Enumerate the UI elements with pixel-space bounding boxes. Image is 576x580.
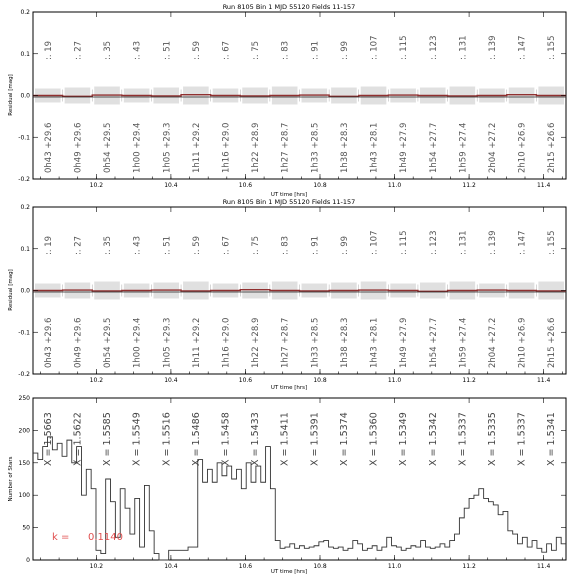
p3-xtick-label-0: 10.2 [89,563,104,570]
p1-field-band-10 [331,88,357,104]
p2-coord-label-7: 1h22 +28.9 [251,317,262,368]
airmass-label-0: X = 1.5663 [42,412,54,466]
p1-coord-label-14: 1h59 +27.4 [458,122,469,173]
p1-coord-label-10: 1h38 +28.3 [339,122,350,173]
p1-coord-label-17: 2h15 +26.6 [547,122,558,173]
airmass-label-13: X = 1.5342 [427,412,439,466]
panel3-xlabel: UT time [hrs] [270,569,308,575]
p1-coord-label-9: 1h33 +28.5 [310,122,321,173]
p1-field-label-10: :. 99 [339,40,350,60]
p2-coord-label-11: 1h43 +28.1 [369,317,380,368]
p2-field-label-10: :. 99 [339,235,350,255]
p2-xtick-label-1: 10.4 [164,377,178,384]
residual-panel-1 [8,3,566,198]
p1-field-band-5 [183,87,209,105]
p2-ytick-label-4: 0.2 [20,204,30,211]
p1-field-label-16: :. 147 [517,35,528,60]
p2-coord-label-15: 2h04 +27.2 [487,317,498,368]
residual-panel-2 [8,198,566,391]
p1-coord-label-7: 1h22 +28.9 [251,122,262,173]
p2-coord-label-17: 2h15 +26.6 [547,317,558,368]
panel3-airmass-labels [43,412,557,466]
p2-field-label-11: :. 107 [369,230,380,255]
p1-ytick-label-4: 0.2 [20,9,30,16]
p2-coord-label-13: 1h54 +27.7 [428,317,439,368]
p1-field-label-17: :. 155 [547,35,558,60]
p2-field-label-16: :. 147 [517,230,528,255]
k-label: k = [52,532,70,543]
p2-coord-label-12: 1h49 +27.9 [399,317,410,368]
p2-coord-label-9: 1h33 +28.5 [310,317,321,368]
p3-xtick-label-6: 11.4 [536,563,551,570]
p3-ytick-label-2: 100 [18,492,30,500]
p2-xtick-label-3: 10.8 [313,377,327,384]
p1-field-label-5: :. 59 [191,40,202,60]
panel1-field-labels [44,36,557,61]
p1-field-label-9: :. 91 [310,40,321,60]
airmass-label-14: X = 1.5337 [457,412,469,466]
p2-field-label-17: :. 155 [547,230,558,255]
p1-field-label-14: :. 131 [458,35,469,60]
airmass-label-12: X = 1.5349 [398,412,410,466]
panel1-ylabel: Residual [mag] [8,74,14,116]
p1-field-label-2: :. 35 [103,40,114,60]
p1-coord-label-0: 0h43 +29.6 [43,122,54,173]
p2-field-label-0: :. 19 [43,235,54,255]
panel2-coord-labels [44,318,557,368]
airmass-label-1: X = 1.5622 [72,412,84,466]
p2-field-label-8: :. 83 [280,235,291,255]
p2-coord-label-8: 1h27 +28.7 [280,317,291,368]
airmass-label-16: X = 1.5337 [516,412,528,466]
p1-coord-label-12: 1h49 +27.9 [399,122,410,173]
p1-xtick-label-6: 11.4 [536,182,551,189]
p2-xtick-label-4: 11.0 [387,377,402,384]
p1-ytick-label-1: -0.1 [18,134,30,142]
p2-field-band-7 [242,283,268,299]
p1-coord-label-8: 1h27 +28.7 [280,122,291,173]
p2-field-label-3: :. 43 [132,235,143,255]
p2-field-label-5: :. 59 [191,235,202,255]
p1-ytick-label-0: -0.2 [18,176,30,183]
airmass-label-3: X = 1.5549 [131,412,143,466]
p3-xtick-label-5: 11.2 [462,563,476,570]
p2-field-label-15: :. 139 [487,230,498,255]
airmass-label-11: X = 1.5360 [368,412,380,466]
panel1-coord-labels [44,123,557,173]
p2-field-label-7: :. 75 [251,235,262,255]
p1-xtick-label-1: 10.4 [164,182,178,189]
p2-coord-label-4: 1h05 +29.3 [162,317,173,368]
panel3-ylabel: Number of Stars [8,456,14,502]
p2-xtick-label-6: 11.4 [536,377,551,384]
p2-field-label-1: :. 27 [73,235,84,255]
p1-field-label-7: :. 75 [251,40,262,60]
airmass-label-4: X = 1.5516 [161,412,173,466]
p2-field-band-13 [420,283,446,299]
p2-coord-label-0: 0h43 +29.6 [43,317,54,368]
p1-field-band-1 [65,88,91,104]
p3-xtick-label-2: 10.6 [238,563,253,570]
p1-coord-label-1: 0h49 +29.6 [73,122,84,173]
p1-coord-label-13: 1h54 +27.7 [428,122,439,173]
airmass-label-8: X = 1.5411 [279,412,291,466]
p1-xtick-label-0: 10.2 [89,182,104,189]
panel1-xlabel: UT time [hrs] [270,192,308,198]
airmass-label-10: X = 1.5374 [338,412,350,466]
p1-field-label-8: :. 83 [280,40,291,60]
p3-ytick-label-5: 250 [18,395,30,402]
panel2-xlabel: UT time [hrs] [270,385,308,391]
p1-coord-label-11: 1h43 +28.1 [369,122,380,173]
p2-coord-label-10: 1h38 +28.3 [339,317,350,368]
p1-coord-label-3: 1h00 +29.4 [132,122,143,173]
p1-field-label-13: :. 123 [428,35,439,60]
p2-field-label-2: :. 35 [103,235,114,255]
p2-ytick-label-3: 0.1 [20,245,30,253]
p3-ytick-label-4: 200 [18,427,30,435]
p1-ytick-label-3: 0.1 [20,50,30,58]
p1-xtick-label-4: 11.0 [387,182,402,189]
p3-xtick-label-4: 11.0 [387,563,402,570]
airmass-label-9: X = 1.5391 [309,412,321,466]
airmass-label-17: X = 1.5341 [546,412,558,466]
p1-coord-label-16: 2h10 +26.9 [517,122,528,173]
p2-field-label-14: :. 131 [458,230,469,255]
k-value: 0.1140 [88,532,123,543]
airmass-label-6: X = 1.5458 [220,412,232,466]
p2-field-label-12: :. 115 [399,230,410,255]
airmass-label-15: X = 1.5335 [486,412,498,466]
airmass-label-2: X = 1.5585 [102,412,114,466]
p1-field-label-3: :. 43 [132,40,143,60]
p2-coord-label-14: 1h59 +27.4 [458,317,469,368]
p2-ytick-label-1: -0.1 [18,329,30,337]
p1-xtick-label-5: 11.2 [462,182,476,189]
p3-xtick-label-1: 10.4 [164,563,178,570]
p2-ytick-label-2: 0.0 [20,287,30,295]
panel2-title: Run 8105 Bin 1 MJD 55120 Fields 11-157 [222,198,356,206]
p1-field-label-11: :. 107 [369,35,380,60]
p1-field-label-4: :. 51 [162,40,173,60]
p1-field-label-1: :. 27 [73,40,84,60]
p2-coord-label-3: 1h00 +29.4 [132,317,143,368]
panel2-ylabel: Residual [mag] [8,269,14,311]
p2-coord-label-1: 0h49 +29.6 [73,317,84,368]
p1-field-label-12: :. 115 [399,35,410,60]
p1-coord-label-6: 1h16 +29.0 [221,122,232,173]
panel2-field-labels [44,231,557,256]
p1-field-band-16 [509,88,535,104]
p1-coord-label-2: 0h54 +29.5 [103,122,114,173]
p1-coord-label-5: 1h11 +29.2 [191,122,202,173]
panel1-title: Run 8105 Bin 1 MJD 55120 Fields 11-157 [222,3,356,11]
p3-xtick-label-3: 10.8 [313,563,327,570]
p1-coord-label-15: 2h04 +27.2 [487,122,498,173]
panel3-x-axis [40,398,562,570]
p2-coord-label-16: 2h10 +26.9 [517,317,528,368]
p2-xtick-label-5: 11.2 [462,377,476,384]
p1-field-label-15: :. 139 [487,35,498,60]
p2-field-label-6: :. 67 [221,235,232,255]
p1-field-label-0: :. 19 [43,40,54,60]
p2-coord-label-5: 1h11 +29.2 [191,317,202,368]
p2-field-label-9: :. 91 [310,235,321,255]
p1-field-label-6: :. 67 [221,40,232,60]
p2-coord-label-6: 1h16 +29.0 [221,317,232,368]
p1-coord-label-4: 1h05 +29.3 [162,122,173,173]
p3-ytick-label-1: 50 [22,524,30,532]
p3-ytick-label-0: 0 [26,557,30,564]
p2-ytick-label-0: -0.2 [18,371,30,378]
p2-coord-label-2: 0h54 +29.5 [103,317,114,368]
p1-xtick-label-3: 10.8 [313,182,327,189]
p1-ytick-label-2: 0.0 [20,92,30,100]
airmass-label-5: X = 1.5486 [190,412,202,466]
star-count-panel [8,395,566,575]
airmass-label-7: X = 1.5433 [250,412,262,466]
p2-field-label-13: :. 123 [428,230,439,255]
p2-field-label-4: :. 51 [162,235,173,255]
p2-xtick-label-2: 10.6 [238,377,253,384]
p3-ytick-label-3: 150 [18,459,30,467]
p1-xtick-label-2: 10.6 [238,182,253,189]
p2-xtick-label-0: 10.2 [89,377,104,384]
